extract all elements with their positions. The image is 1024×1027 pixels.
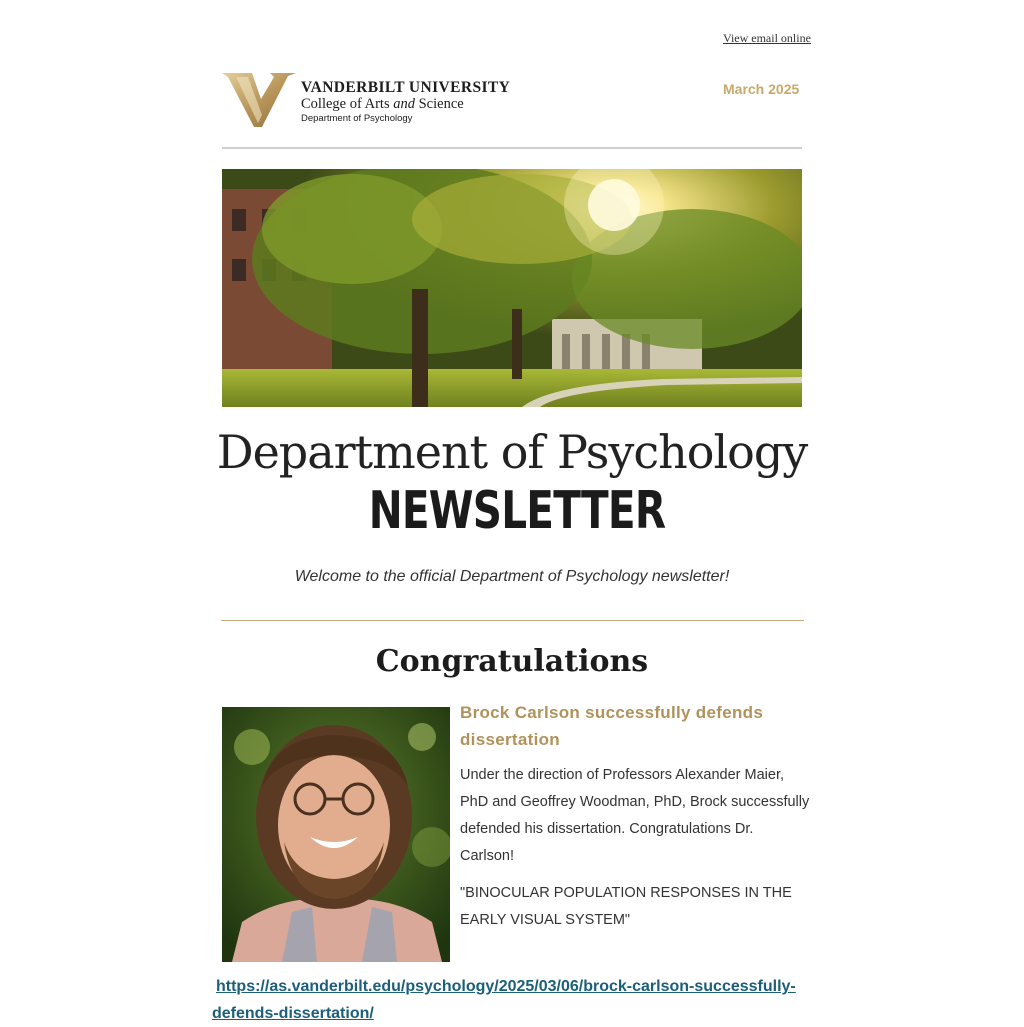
article-body: Under the direction of Professors Alexander Maier, PhD and Geoffrey Woodman, PhD, Brock successfully defended his dissertation. Congratulations Dr. Carlson! [460, 767, 810, 864]
logo-wordmark [301, 79, 510, 126]
newsletter-title-newsletter: NEWSLETTER [368, 481, 666, 541]
logo-college-and: and [393, 96, 415, 112]
logo-college-suffix: Science [414, 96, 464, 112]
welcome-message: Welcome to the official Department of Psychology newsletter! [294, 568, 730, 585]
logo-college-prefix: College of Arts [301, 96, 394, 112]
logo-college-name [301, 96, 510, 112]
vanderbilt-logo[interactable] [222, 70, 532, 132]
dissertation-title: "BINOCULAR POPULATION RESPONSES IN THE EARLY VISUAL SYSTEM" [460, 885, 792, 928]
article-title[interactable]: Brock Carlson successfully defends dissertation [460, 703, 764, 749]
article-url-link[interactable]: https://as.vanderbilt.edu/psychology/2025/03/06/brock-carlson-successfully-defends-dissertation/ [212, 978, 796, 1022]
hero-campus-image [222, 169, 802, 407]
section-heading-congratulations: Congratulations [375, 644, 649, 679]
newsletter-title-department: Department of Psychology [216, 425, 808, 479]
logo-department-name: Department of Psychology [301, 113, 413, 124]
issue-date: March 2025 [723, 81, 800, 97]
vanderbilt-v-icon [222, 73, 296, 127]
header-divider [222, 147, 802, 149]
logo-university-name: VANDERBILT UNIVERSITY [301, 79, 511, 96]
brock-carlson-portrait [222, 707, 450, 962]
section-divider [221, 620, 804, 621]
view-email-online-link[interactable]: View email online [723, 31, 811, 45]
